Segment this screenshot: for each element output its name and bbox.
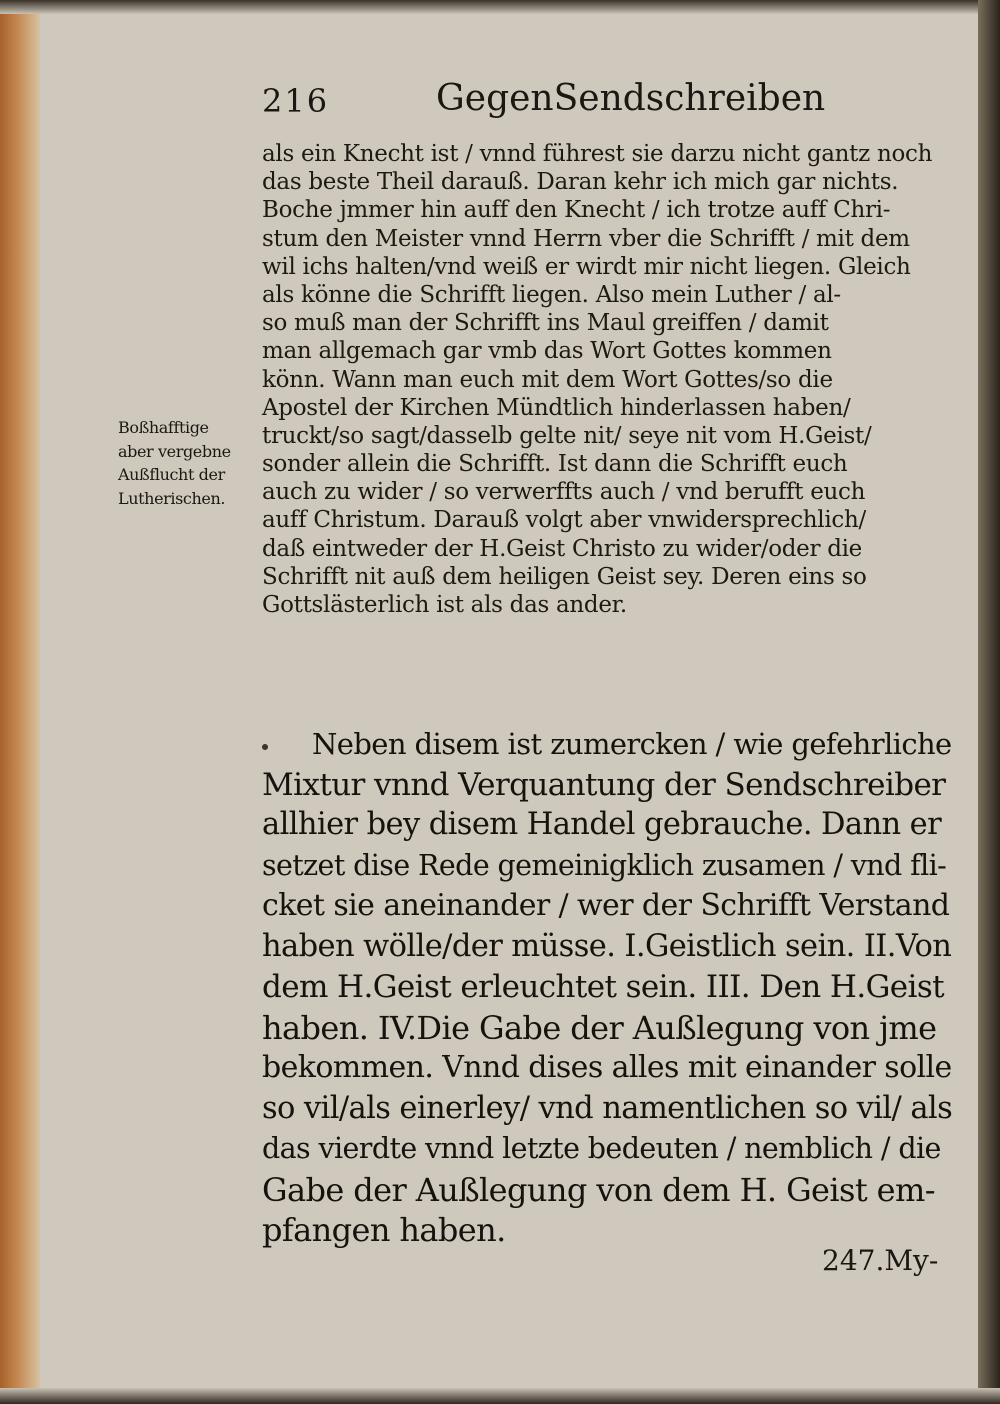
text-line: das beste Theil darauß. Daran kehr ich mich gar nichts. xyxy=(262,169,899,196)
text-line: Schrifft nit auß dem heiligen Geist sey. Deren eins so xyxy=(262,563,867,590)
page-number: 216 xyxy=(262,82,330,120)
text-line: Apostel der Kirchen Mündtlich hinderlassen haben/ xyxy=(262,394,851,421)
text-line: so muß man der Schrifft ins Maul greiffen / damit xyxy=(262,310,829,337)
text-line: als ein Knecht ist / vnnd führest sie darzu nicht gantz noch xyxy=(262,141,933,167)
text-line: wil ichs halten/vnd weiß er wirdt mir nicht liegen. Gleich xyxy=(262,253,911,280)
text-line: Mixtur vnnd Verquantung der Sendschreiber xyxy=(262,766,946,803)
marginal-note-line: Lutherischen. xyxy=(118,488,226,508)
top-shadow xyxy=(0,0,1000,14)
text-line: haben wölle/der müsse. I.Geistlich sein. II.Von xyxy=(262,928,952,964)
marginal-note-line: aber vergebne xyxy=(118,441,231,461)
text-line: auch zu wider / so verwerffts auch / vnd berufft euch xyxy=(262,479,866,506)
text-line: als könne die Schrifft liegen. Also mein Luther / al- xyxy=(262,281,841,308)
marginal-note-line: Boßhafftige xyxy=(118,418,209,437)
text-line: man allgemach gar vmb das Wort Gottes kommen xyxy=(262,338,832,365)
text-line: auff Christum. Darauß volgt aber vnwidersprechlich/ xyxy=(262,507,866,534)
right-shadow xyxy=(978,0,1000,1404)
text-line: bekommen. Vnnd dises alles mit einander solle xyxy=(262,1050,952,1085)
text-line: haben. IV.Die Gabe der Außlegung von jme xyxy=(262,1008,937,1047)
text-line: das vierdte vnnd letzte bedeuten / nemblich / die xyxy=(262,1132,941,1165)
text-line: könn. Wann man euch mit dem Wort Gottes/so die xyxy=(262,366,833,393)
text-line: pfangen haben. xyxy=(262,1211,506,1249)
text-line: truckt/so sagt/dasselb gelte nit/ seye nit vom H.Geist/ xyxy=(262,422,872,449)
text-line: Gabe der Außlegung von dem H. Geist em- xyxy=(262,1170,935,1209)
marginal-note-line: Außflucht der xyxy=(118,465,225,484)
text-line: so vil/als einerley/ vnd namentlichen so vil/ als xyxy=(262,1090,953,1126)
catchword: 247.My- xyxy=(822,1244,939,1277)
main-text-block xyxy=(262,140,952,619)
text-line: Gottslästerlich ist als das ander. xyxy=(262,592,627,618)
left-page-edge xyxy=(0,0,40,1404)
text-line: daß eintweder der H.Geist Christo zu wider/oder die xyxy=(262,535,862,562)
marginal-note xyxy=(118,416,258,510)
running-head: GegenSendschreiben xyxy=(436,78,826,119)
text-line: sonder allein die Schrifft. Ist dann die Schrifft euch xyxy=(262,451,848,478)
text-line: stum den Meister vnnd Herrn vber die Schrifft / mit dem xyxy=(262,225,910,252)
text-line: cket sie aneinander / wer der Schrifft Verstand xyxy=(262,888,950,923)
bottom-shadow xyxy=(0,1388,1000,1404)
text-line: dem H.Geist erleuchtet sein. III. Den H.Geist xyxy=(262,969,944,1005)
text-line: Boche jmmer hin auff den Knecht / ich trotze auff Chri- xyxy=(262,197,891,224)
text-line: Neben disem ist zumercken / wie gefehrliche xyxy=(312,727,952,761)
large-type-paragraph xyxy=(262,724,952,1251)
text-line: setzet dise Rede gemeinigklich zusamen / vnd fli- xyxy=(262,848,947,882)
text-line: allhier bey disem Handel gebrauche. Dann er xyxy=(262,807,942,842)
